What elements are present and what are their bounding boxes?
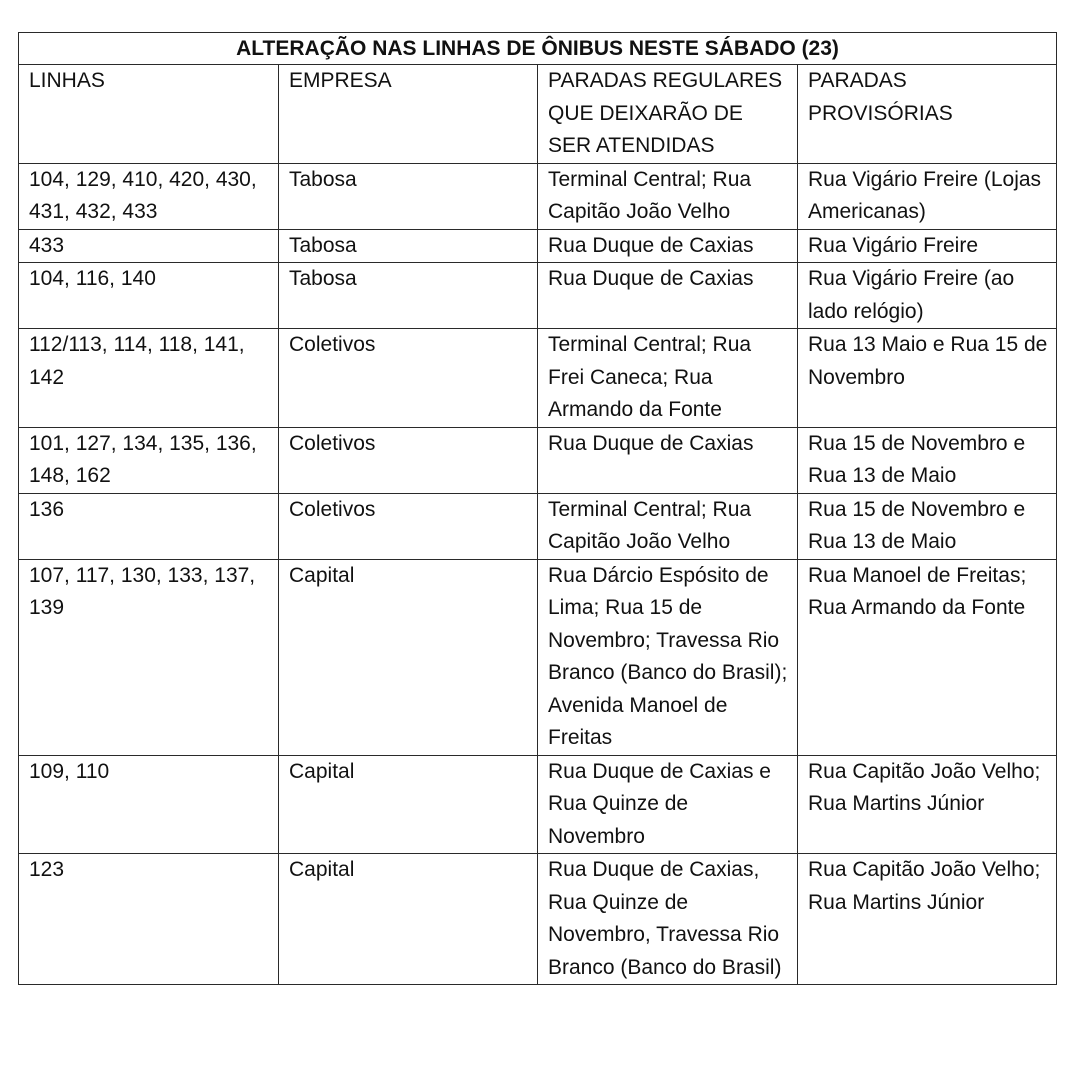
cell-linhas: 433 <box>19 229 279 263</box>
cell-paradas-regulares: Terminal Central; Rua Capitão João Velho <box>538 163 798 229</box>
cell-paradas-provisorias: Rua 15 de Novembro e Rua 13 de Maio <box>798 493 1057 559</box>
cell-paradas-provisorias: Rua Vigário Freire (Lojas Americanas) <box>798 163 1057 229</box>
cell-empresa: Coletivos <box>279 493 538 559</box>
cell-paradas-provisorias: Rua Vigário Freire <box>798 229 1057 263</box>
cell-empresa: Tabosa <box>279 163 538 229</box>
table-row <box>19 329 1057 428</box>
table-row <box>19 163 1057 229</box>
cell-linhas: 104, 116, 140 <box>19 263 279 329</box>
cell-paradas-regulares: Rua Dárcio Espósito de Lima; Rua 15 de Novembro; Travessa Rio Branco (Banco do Brasil); Avenida Manoel de Freitas <box>538 559 798 755</box>
table-row <box>19 559 1057 755</box>
header-row <box>19 65 1057 164</box>
cell-empresa: Coletivos <box>279 329 538 428</box>
header-paradas-regulares: PARADAS REGULARES QUE DEIXARÃO DE SER ATENDIDAS <box>538 65 798 164</box>
cell-linhas: 104, 129, 410, 420, 430, 431, 432, 433 <box>19 163 279 229</box>
table-row <box>19 427 1057 493</box>
cell-linhas: 112/113, 114, 118, 141, 142 <box>19 329 279 428</box>
cell-paradas-provisorias: Rua Manoel de Freitas; Rua Armando da Fonte <box>798 559 1057 755</box>
cell-paradas-regulares: Terminal Central; Rua Frei Caneca; Rua Armando da Fonte <box>538 329 798 428</box>
cell-linhas: 123 <box>19 854 279 985</box>
table-row <box>19 854 1057 985</box>
cell-empresa: Capital <box>279 559 538 755</box>
cell-paradas-regulares: Rua Duque de Caxias <box>538 427 798 493</box>
cell-linhas: 101, 127, 134, 135, 136, 148, 162 <box>19 427 279 493</box>
header-linhas: LINHAS <box>19 65 279 164</box>
cell-empresa: Capital <box>279 854 538 985</box>
cell-linhas: 107, 117, 130, 133, 137, 139 <box>19 559 279 755</box>
cell-paradas-provisorias: Rua 15 de Novembro e Rua 13 de Maio <box>798 427 1057 493</box>
cell-linhas: 136 <box>19 493 279 559</box>
cell-linhas: 109, 110 <box>19 755 279 854</box>
header-empresa: EMPRESA <box>279 65 538 164</box>
cell-empresa: Coletivos <box>279 427 538 493</box>
header-paradas-provisorias: PARADAS PROVISÓRIAS <box>798 65 1057 164</box>
cell-paradas-provisorias: Rua Vigário Freire (ao lado relógio) <box>798 263 1057 329</box>
table-row <box>19 755 1057 854</box>
cell-paradas-regulares: Rua Duque de Caxias, Rua Quinze de Novembro, Travessa Rio Branco (Banco do Brasil) <box>538 854 798 985</box>
table-row <box>19 263 1057 329</box>
table-title: ALTERAÇÃO NAS LINHAS DE ÔNIBUS NESTE SÁBADO (23) <box>19 33 1057 65</box>
table-row <box>19 493 1057 559</box>
table-row <box>19 229 1057 263</box>
cell-paradas-regulares: Rua Duque de Caxias <box>538 229 798 263</box>
cell-paradas-provisorias: Rua 13 Maio e Rua 15 de Novembro <box>798 329 1057 428</box>
cell-paradas-regulares: Rua Duque de Caxias e Rua Quinze de Novembro <box>538 755 798 854</box>
cell-empresa: Tabosa <box>279 263 538 329</box>
cell-paradas-regulares: Terminal Central; Rua Capitão João Velho <box>538 493 798 559</box>
title-row <box>19 33 1057 65</box>
cell-paradas-regulares: Rua Duque de Caxias <box>538 263 798 329</box>
cell-empresa: Tabosa <box>279 229 538 263</box>
cell-paradas-provisorias: Rua Capitão João Velho; Rua Martins Júnior <box>798 755 1057 854</box>
cell-empresa: Capital <box>279 755 538 854</box>
bus-line-changes-table <box>18 32 1057 985</box>
cell-paradas-provisorias: Rua Capitão João Velho; Rua Martins Júnior <box>798 854 1057 985</box>
